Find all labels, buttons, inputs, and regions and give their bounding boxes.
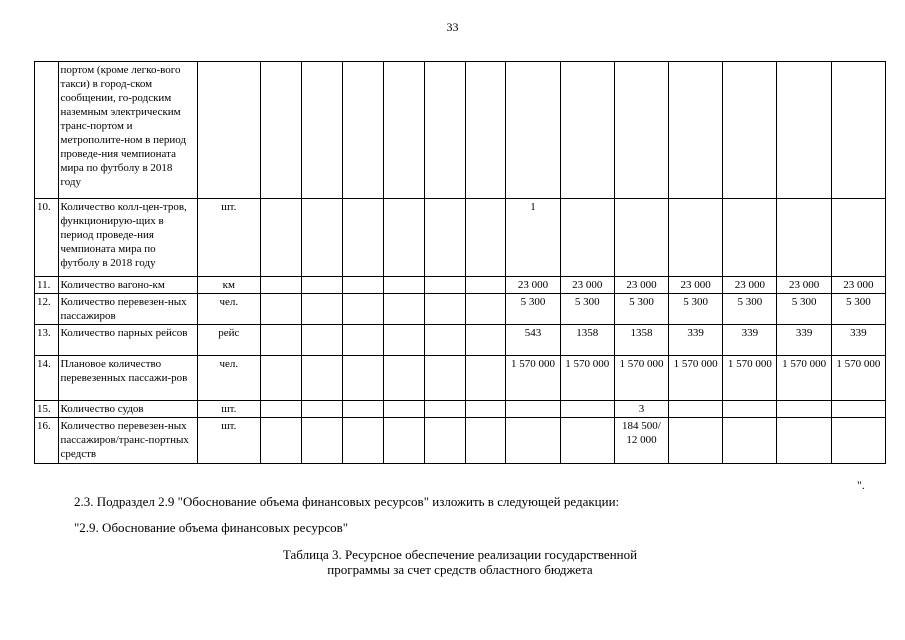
value-cell — [560, 199, 614, 277]
value-cell: 1 570 000 — [506, 356, 560, 401]
indicator-name-cell: Плановое количество перевезенных пассажи-ров — [58, 356, 197, 401]
table-row — [35, 199, 886, 277]
value-cell: 339 — [669, 325, 723, 356]
value-cell — [506, 418, 560, 464]
value-cell — [465, 401, 506, 418]
amendment-paragraph: 2.3. Подраздел 2.9 "Обоснование объема финансовых ресурсов" изложить в следующей редакции: — [74, 494, 620, 509]
value-cell — [777, 62, 831, 199]
value-cell — [383, 277, 424, 294]
value-cell — [383, 325, 424, 356]
value-cell: 1 570 000 — [723, 356, 777, 401]
unit-cell: рейс — [197, 325, 260, 356]
value-cell: 1 570 000 — [831, 356, 885, 401]
row-number-cell: 11. — [35, 277, 59, 294]
value-cell — [301, 62, 342, 199]
value-cell — [342, 325, 383, 356]
value-cell: 1358 — [614, 325, 668, 356]
indicator-name-cell: портом (кроме легко-вого такси) в город-ском сообщении, го-родским наземным электрическим транс-портом и метрополите-ном в период проведе-ния чемпионата мира по футболу в 2018 году — [58, 62, 197, 199]
table-caption — [200, 547, 720, 577]
value-cell — [723, 418, 777, 464]
value-cell — [777, 199, 831, 277]
value-cell — [342, 199, 383, 277]
value-cell — [261, 294, 302, 325]
value-cell — [465, 277, 506, 294]
value-cell — [669, 418, 723, 464]
value-cell — [424, 418, 465, 464]
value-cell — [777, 418, 831, 464]
table-caption-line-1: Таблица 3. Ресурсное обеспечение реализации государственной — [282, 547, 638, 562]
indicator-name-cell: Количество перевезен-ных пассажиров/транс-портных средств — [58, 418, 197, 464]
unit-cell: шт. — [197, 401, 260, 418]
value-cell — [506, 62, 560, 199]
row-number-cell: 13. — [35, 325, 59, 356]
value-cell — [465, 62, 506, 199]
table-body — [35, 62, 886, 464]
value-cell — [831, 418, 885, 464]
indicator-name-cell: Количество парных рейсов — [58, 325, 197, 356]
value-cell: 184 500/ 12 000 — [614, 418, 668, 464]
unit-cell: шт. — [197, 199, 260, 277]
value-cell: 1 570 000 — [614, 356, 668, 401]
value-cell: 5 300 — [777, 294, 831, 325]
table-row — [35, 325, 886, 356]
value-cell — [261, 418, 302, 464]
indicator-name-cell: Количество вагоно-км — [58, 277, 197, 294]
unit-cell: чел. — [197, 294, 260, 325]
value-cell — [506, 401, 560, 418]
indicator-name-cell: Количество судов — [58, 401, 197, 418]
value-cell: 1 570 000 — [669, 356, 723, 401]
value-cell — [723, 62, 777, 199]
value-cell: 339 — [777, 325, 831, 356]
closing-quote: ". — [857, 478, 865, 492]
value-cell — [424, 356, 465, 401]
value-cell — [342, 356, 383, 401]
page-number: 33 — [446, 20, 459, 34]
value-cell — [261, 277, 302, 294]
value-cell — [465, 325, 506, 356]
value-cell: 5 300 — [669, 294, 723, 325]
indicator-name-cell: Количество перевезен-ных пассажиров — [58, 294, 197, 325]
value-cell — [723, 199, 777, 277]
value-cell — [831, 199, 885, 277]
row-number-cell — [35, 62, 59, 199]
value-cell: 23 000 — [723, 277, 777, 294]
value-cell — [723, 401, 777, 418]
value-cell — [261, 401, 302, 418]
value-cell — [383, 199, 424, 277]
value-cell — [301, 401, 342, 418]
value-cell — [261, 325, 302, 356]
value-cell — [342, 418, 383, 464]
value-cell: 23 000 — [506, 277, 560, 294]
value-cell — [424, 325, 465, 356]
value-cell: 3 — [614, 401, 668, 418]
row-number-cell: 10. — [35, 199, 59, 277]
value-cell — [777, 401, 831, 418]
value-cell — [560, 418, 614, 464]
value-cell: 5 300 — [560, 294, 614, 325]
value-cell — [560, 62, 614, 199]
unit-cell: чел. — [197, 356, 260, 401]
value-cell — [465, 294, 506, 325]
value-cell — [560, 401, 614, 418]
value-cell — [424, 277, 465, 294]
value-cell — [669, 401, 723, 418]
value-cell: 23 000 — [777, 277, 831, 294]
table-row — [35, 401, 886, 418]
value-cell — [831, 401, 885, 418]
table-row — [35, 62, 886, 199]
table-row — [35, 277, 886, 294]
value-cell — [614, 62, 668, 199]
row-number-cell: 15. — [35, 401, 59, 418]
value-cell — [424, 62, 465, 199]
value-cell — [261, 356, 302, 401]
value-cell — [342, 62, 383, 199]
row-number-cell: 16. — [35, 418, 59, 464]
value-cell — [424, 199, 465, 277]
table-caption-line-2: программы за счет средств областного бюджета — [327, 562, 593, 577]
indicator-name-cell: Количество колл-цен-тров, функционирую-щих в период проведе-ния чемпионата мира по футболу в 2018 году — [58, 199, 197, 277]
value-cell — [465, 199, 506, 277]
value-cell: 543 — [506, 325, 560, 356]
row-number-cell: 12. — [35, 294, 59, 325]
value-cell — [383, 356, 424, 401]
table-row — [35, 294, 886, 325]
value-cell — [383, 401, 424, 418]
value-cell: 339 — [831, 325, 885, 356]
value-cell — [342, 294, 383, 325]
indicators-table — [34, 61, 886, 464]
value-cell — [301, 325, 342, 356]
value-cell — [342, 401, 383, 418]
value-cell — [301, 277, 342, 294]
value-cell: 5 300 — [506, 294, 560, 325]
value-cell: 1 570 000 — [560, 356, 614, 401]
value-cell — [261, 199, 302, 277]
value-cell: 23 000 — [669, 277, 723, 294]
value-cell: 5 300 — [723, 294, 777, 325]
table-row — [35, 356, 886, 401]
value-cell — [301, 294, 342, 325]
value-cell — [383, 62, 424, 199]
unit-cell: шт. — [197, 418, 260, 464]
value-cell — [465, 418, 506, 464]
value-cell: 339 — [723, 325, 777, 356]
value-cell — [465, 356, 506, 401]
value-cell — [831, 62, 885, 199]
value-cell — [301, 356, 342, 401]
value-cell — [424, 401, 465, 418]
value-cell: 5 300 — [831, 294, 885, 325]
unit-cell: км — [197, 277, 260, 294]
value-cell — [424, 294, 465, 325]
value-cell — [614, 199, 668, 277]
value-cell — [383, 418, 424, 464]
value-cell: 1358 — [560, 325, 614, 356]
value-cell: 23 000 — [560, 277, 614, 294]
table-row — [35, 418, 886, 464]
value-cell — [261, 62, 302, 199]
unit-cell — [197, 62, 260, 199]
value-cell: 1 — [506, 199, 560, 277]
value-cell — [383, 294, 424, 325]
value-cell — [342, 277, 383, 294]
row-number-cell: 14. — [35, 356, 59, 401]
value-cell: 1 570 000 — [777, 356, 831, 401]
value-cell: 23 000 — [831, 277, 885, 294]
section-heading: "2.9. Обоснование объема финансовых ресурсов" — [74, 520, 349, 535]
value-cell: 5 300 — [614, 294, 668, 325]
value-cell — [301, 199, 342, 277]
value-cell — [669, 199, 723, 277]
value-cell — [301, 418, 342, 464]
value-cell — [669, 62, 723, 199]
value-cell: 23 000 — [614, 277, 668, 294]
